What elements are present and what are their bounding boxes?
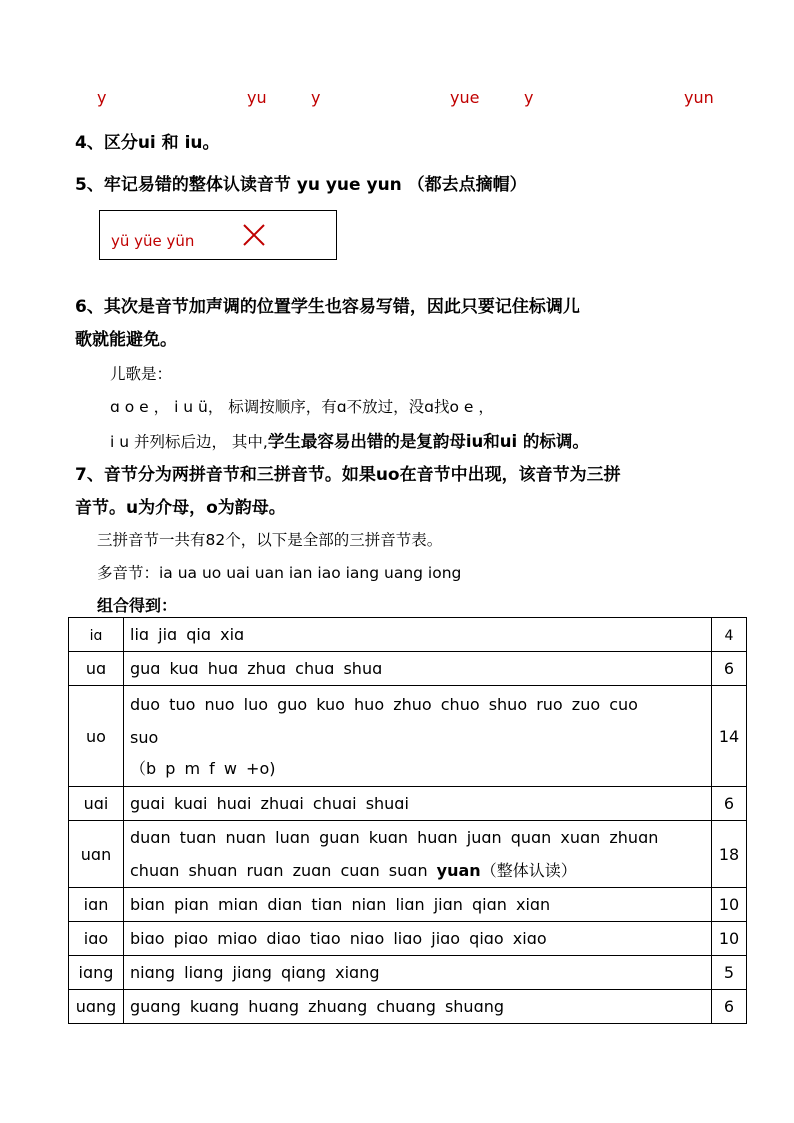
wrong-spelling-box xyxy=(99,210,337,260)
item-6-line-2: 歌就能避免。 xyxy=(75,330,177,350)
syllable-y-2: y xyxy=(311,88,321,107)
syllable-y-1: y xyxy=(97,88,107,107)
item-7-line-1: 7、音节分为两拼音节和三拼音节。如果uo在音节中出现，该音节为三拼 xyxy=(75,465,621,485)
song-line-2 xyxy=(110,428,589,452)
syllables-cell: biɑn piɑn miɑn diɑn tiɑn niɑn liɑn jiɑn qiɑn xiɑn xyxy=(124,888,712,922)
syllable-yu: yu xyxy=(247,88,267,107)
final-cell: uɑi xyxy=(69,787,124,821)
count-cell: 6 xyxy=(712,787,747,821)
syllables-cell: guɑ kuɑ huɑ zhuɑ chuɑ shuɑ xyxy=(124,652,712,686)
wrong-spelling-text: yü yüe yün xyxy=(111,232,195,250)
count-line: 三拼音节一共有82个，以下是全部的三拼音节表。 xyxy=(97,531,443,549)
table-row xyxy=(69,821,747,888)
count-cell: 18 xyxy=(712,821,747,888)
table-row xyxy=(69,686,747,787)
count-cell: 6 xyxy=(712,652,747,686)
count-cell: 5 xyxy=(712,956,747,990)
count-cell: 4 xyxy=(712,618,747,652)
final-cell: iɑn xyxy=(69,888,124,922)
count-cell: 10 xyxy=(712,888,747,922)
count-cell: 10 xyxy=(712,922,747,956)
syllables-cell: duo tuo nuo luo guo kuo huo zhuo chuo shuo ruo zuo cuo suo （b p m f w +o) xyxy=(124,686,712,787)
syllables-cell: guɑng kuɑng huɑng zhuɑng chuɑng shuɑng xyxy=(124,990,712,1024)
combo-label: 组合得到： xyxy=(97,596,178,615)
song-line-2-start: i u 并列标后边， 其中, xyxy=(110,433,268,451)
count-cell: 14 xyxy=(712,686,747,787)
song-line-2-emphasis: 学生最容易出错的是复韵母iu和ui 的标调。 xyxy=(267,432,589,451)
three-part-syllable-table xyxy=(68,617,747,1024)
final-cell: iɑ xyxy=(69,618,124,652)
syllable-y-3: y xyxy=(524,88,534,107)
table-row xyxy=(69,618,747,652)
final-cell: uɑ xyxy=(69,652,124,686)
syllables-cell: liɑ jiɑ qiɑ xiɑ xyxy=(124,618,712,652)
final-cell: iɑng xyxy=(69,956,124,990)
syllable-yue: yue xyxy=(450,88,480,107)
syllables-cell: niɑng liɑng jiɑng qiɑng xiɑng xyxy=(124,956,712,990)
syllables-cell: biɑo piɑo miɑo diɑo tiɑo niɑo liɑo jiɑo qiɑo xiɑo xyxy=(124,922,712,956)
table-row xyxy=(69,787,747,821)
item-4-heading: 4、区分ui 和 iu。 xyxy=(75,133,220,153)
table-row xyxy=(69,956,747,990)
multi-syllable-line: 多音节：ia ua uo uai uan ian iao iang uang iong xyxy=(97,564,462,582)
table-row xyxy=(69,990,747,1024)
item-5-heading: 5、牢记易错的整体认读音节 yu yue yun （都去点摘帽） xyxy=(75,175,527,195)
syllables-cell: guɑi kuɑi huɑi zhuɑi chuɑi shuɑi xyxy=(124,787,712,821)
item-6-line-1: 6、其次是音节加声调的位置学生也容易写错，因此只要记住标调儿 xyxy=(75,297,580,317)
table-row xyxy=(69,652,747,686)
cross-icon xyxy=(242,223,268,249)
song-label: 儿歌是： xyxy=(110,365,173,383)
final-cell: iɑo xyxy=(69,922,124,956)
final-cell: uɑn xyxy=(69,821,124,888)
syllable-yun: yun xyxy=(684,88,714,107)
syllables-cell: duɑn tuɑn nuɑn luɑn guɑn kuɑn huɑn juɑn quɑn xuɑn zhuɑn chuɑn shuɑn ruɑn zuɑn cuɑn suɑn yuan（整体认读） xyxy=(124,821,712,888)
song-line-1: ɑ o e ， i u ü， 标调按顺序，有ɑ不放过，没ɑ找o e ， xyxy=(110,398,494,416)
final-cell: uɑng xyxy=(69,990,124,1024)
final-cell: uo xyxy=(69,686,124,787)
item-7-line-2: 音节。u为介母，o为韵母。 xyxy=(75,498,286,518)
table-row xyxy=(69,922,747,956)
count-cell: 6 xyxy=(712,990,747,1024)
table-row xyxy=(69,888,747,922)
